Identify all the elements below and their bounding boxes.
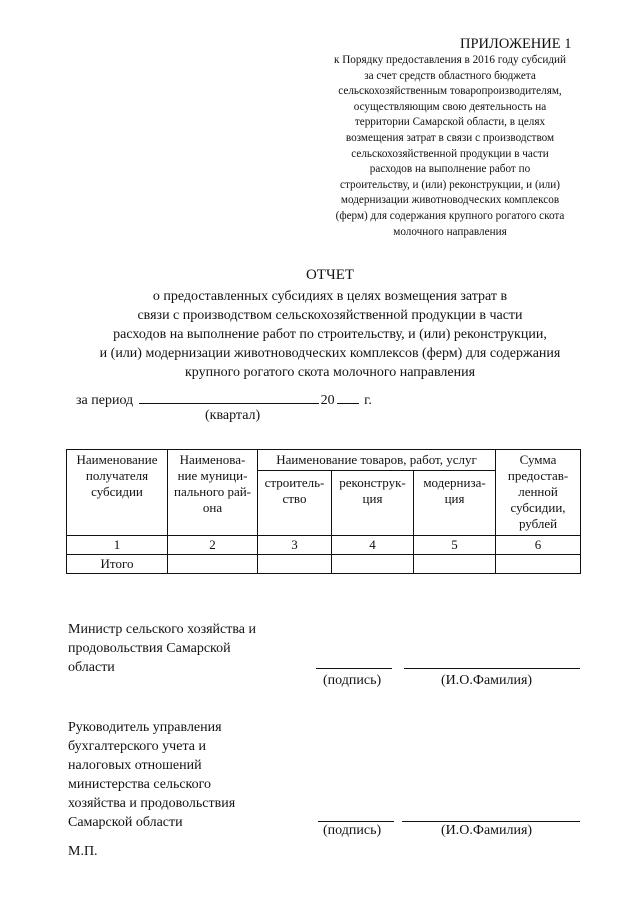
appendix-line: осуществляющим свою деятельность на <box>353 100 547 113</box>
minister-signature-caption: (подпись) <box>323 673 382 688</box>
column-number: 1 <box>67 536 168 555</box>
head-signature-line[interactable] <box>318 821 394 822</box>
appendix-block <box>300 36 600 240</box>
total-label: Итого <box>67 555 168 574</box>
appendix-line: строительству, и (или) реконструкции, и (или) <box>340 178 560 191</box>
minister-signature-line[interactable] <box>316 668 392 669</box>
head-name-line[interactable] <box>402 821 580 822</box>
total-cell[interactable] <box>168 555 258 574</box>
col-district-header: Наименова-ние муници-пального рай-она <box>168 450 258 536</box>
total-cell[interactable] <box>496 555 581 574</box>
period-caption: (квартал) <box>205 408 261 423</box>
report-title: ОТЧЕТ <box>305 267 355 283</box>
appendix-line: возмещения затрат в связи с производством <box>345 131 555 144</box>
report-heading <box>60 266 600 382</box>
appendix-line: территории Самарской области, в целях <box>354 116 546 129</box>
period-prefix: за период <box>76 393 134 408</box>
column-number: 5 <box>414 536 496 555</box>
col-reconstruction-header: реконструк-ция <box>332 471 414 536</box>
appendix-line: за счет средств областного бюджета <box>364 69 536 82</box>
appendix-line: молочного направления <box>393 225 507 238</box>
minister-title: Министр сельского хозяйства и продовольствия Самарской области <box>68 622 256 675</box>
minister-name-caption: (И.О.Фамилия) <box>441 673 533 688</box>
col-recipient-header: Наименование получателя субсидии <box>67 450 168 536</box>
appendix-line: к Порядку предоставления в 2016 году субсидий <box>333 54 566 66</box>
period-blank[interactable] <box>139 390 319 404</box>
minister-name-line[interactable] <box>404 668 580 669</box>
col-goods-header: Наименование товаров, работ, услуг <box>258 450 496 471</box>
period-line <box>76 390 372 409</box>
column-number-row <box>67 536 581 555</box>
report-line: и (или) модернизации животноводческих комплексов (ферм) для содержания <box>99 346 561 361</box>
total-row <box>67 555 581 574</box>
appendix-line: сельскохозяйственным товаропроизводителям, <box>338 85 562 98</box>
col-modernization-header: модерниза-ция <box>414 471 496 536</box>
report-line: крупного рогатого скота молочного направления <box>184 365 476 380</box>
appendix-line: расходов на выполнение работ по <box>369 163 531 176</box>
column-number: 6 <box>496 536 581 555</box>
stamp-place: М.П. <box>68 844 98 859</box>
appendix-line: (ферм) для содержания крупного рогатого скота <box>335 209 565 222</box>
appendix-title: ПРИЛОЖЕНИЕ 1 <box>460 36 572 52</box>
total-cell[interactable] <box>414 555 496 574</box>
report-line: расходов на выполнение работ по строительству, и (или) реконструкции, <box>113 327 547 342</box>
head-signature-caption: (подпись) <box>323 823 382 838</box>
column-number: 4 <box>332 536 414 555</box>
report-table <box>66 449 581 574</box>
period-year-suffix: г. <box>364 393 372 408</box>
head-name-caption: (И.О.Фамилия) <box>441 823 533 838</box>
report-line: связи с производством сельскохозяйственной продукции в части <box>137 308 523 323</box>
column-number: 3 <box>258 536 332 555</box>
appendix-line: сельскохозяйственной продукции в части <box>351 147 549 160</box>
appendix-line: модернизации животноводческих комплексов <box>340 194 560 207</box>
total-cell[interactable] <box>258 555 332 574</box>
col-construction-header: строитель-ство <box>258 471 332 536</box>
period-year-prefix: 20 <box>320 393 335 408</box>
total-cell[interactable] <box>332 555 414 574</box>
report-line: о предоставленных субсидиях в целях возмещения затрат в <box>152 289 508 304</box>
year-blank[interactable] <box>337 390 359 404</box>
col-amount-header: Сумма предостав-ленной субсидии, рублей <box>496 450 581 536</box>
column-number: 2 <box>168 536 258 555</box>
head-title: Руководитель управления бухгалтерского учета и налоговых отношений министерства сельского хозяйства и продовольствия Самарской области <box>68 720 236 830</box>
